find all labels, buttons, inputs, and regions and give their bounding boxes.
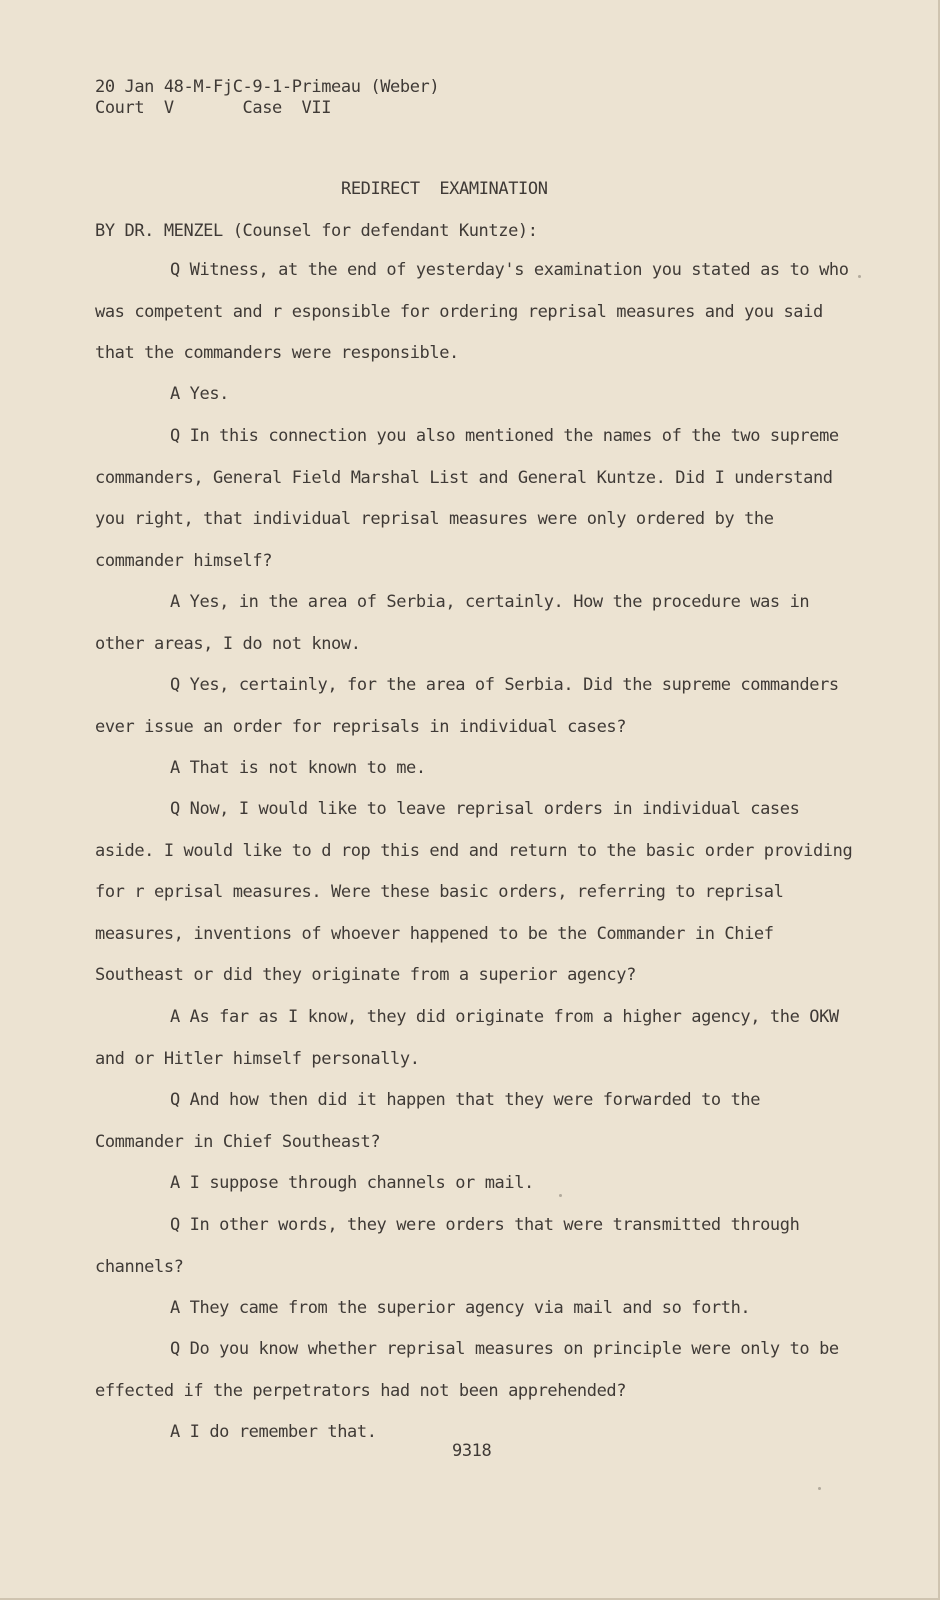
question-paragraph bbox=[95, 1205, 855, 1288]
paper-speck bbox=[818, 1487, 821, 1490]
paragraph-text: A Yes. bbox=[170, 384, 230, 404]
question-paragraph bbox=[95, 665, 855, 748]
answer-paragraph bbox=[95, 997, 855, 1080]
header-line-2: Court V Case VII bbox=[95, 98, 332, 118]
paragraph-text: A They came from the superior agency via mail and so forth. bbox=[170, 1298, 751, 1318]
question-paragraph bbox=[95, 1329, 855, 1412]
paragraph-text: A I suppose through channels or mail. bbox=[170, 1173, 534, 1193]
question-paragraph bbox=[95, 789, 855, 997]
answer-paragraph bbox=[95, 748, 855, 790]
header-line-1: 20 Jan 48-M-FjC-9-1-Primeau (Weber) bbox=[95, 77, 440, 97]
question-paragraph bbox=[95, 1080, 855, 1163]
answer-paragraph bbox=[95, 1163, 855, 1205]
examiner-byline: BY DR. MENZEL (Counsel for defendant Kuntze): bbox=[95, 221, 538, 241]
paragraph-text: Q In other words, they were orders that were transmitted through channels? bbox=[95, 1215, 800, 1277]
paper-speck bbox=[559, 1194, 562, 1197]
answer-paragraph bbox=[95, 1288, 855, 1330]
paragraph-text: Q Yes, certainly, for the area of Serbia. Did the supreme commanders ever issue an order for reprisals in individual cases? bbox=[95, 675, 839, 737]
question-paragraph bbox=[95, 250, 855, 375]
paragraph-text: A As far as I know, they did originate from a higher agency, the OKW and or Hitler himself personally. bbox=[95, 1007, 839, 1069]
paragraph-text: A I do remember that. bbox=[170, 1422, 377, 1442]
paragraph-text: Q And how then did it happen that they were forwarded to the Commander in Chief Southeast? bbox=[95, 1090, 761, 1152]
question-paragraph bbox=[95, 416, 855, 582]
section-title: REDIRECT EXAMINATION bbox=[341, 179, 548, 199]
paper-speck bbox=[858, 275, 861, 278]
paragraph-text: Q In this connection you also mentioned the names of the two supreme commanders, General Field Marshal List and General Kuntze. Did I understand you right, that individual reprisal measures were only ordered by the commander himself? bbox=[95, 426, 839, 571]
paragraph-text: A That is not known to me. bbox=[170, 758, 426, 778]
paragraph-text: Q Do you know whether reprisal measures on principle were only to be effected if the perpetrators had not been apprehended? bbox=[95, 1339, 839, 1401]
paragraph-text: Q Now, I would like to leave reprisal orders in individual cases aside. I would like to d rop this end and return to the basic order providing for r eprisal measures. Were these basic orders, referring to reprisal measures, inventions of whoever happened to be the Commander in Chief Southeast or did they originate from a superior agency? bbox=[95, 799, 853, 985]
page-number: 9318 bbox=[452, 1441, 492, 1461]
paragraph-text: Q Witness, at the end of yesterday's examination you stated as to who was competent and r esponsible for ordering reprisal measures and you said that the commanders were responsible. bbox=[95, 260, 849, 363]
answer-paragraph bbox=[95, 582, 855, 665]
paragraph-text: A Yes, in the area of Serbia, certainly. How the procedure was in other areas, I do not know. bbox=[95, 592, 810, 654]
answer-paragraph bbox=[95, 374, 855, 416]
